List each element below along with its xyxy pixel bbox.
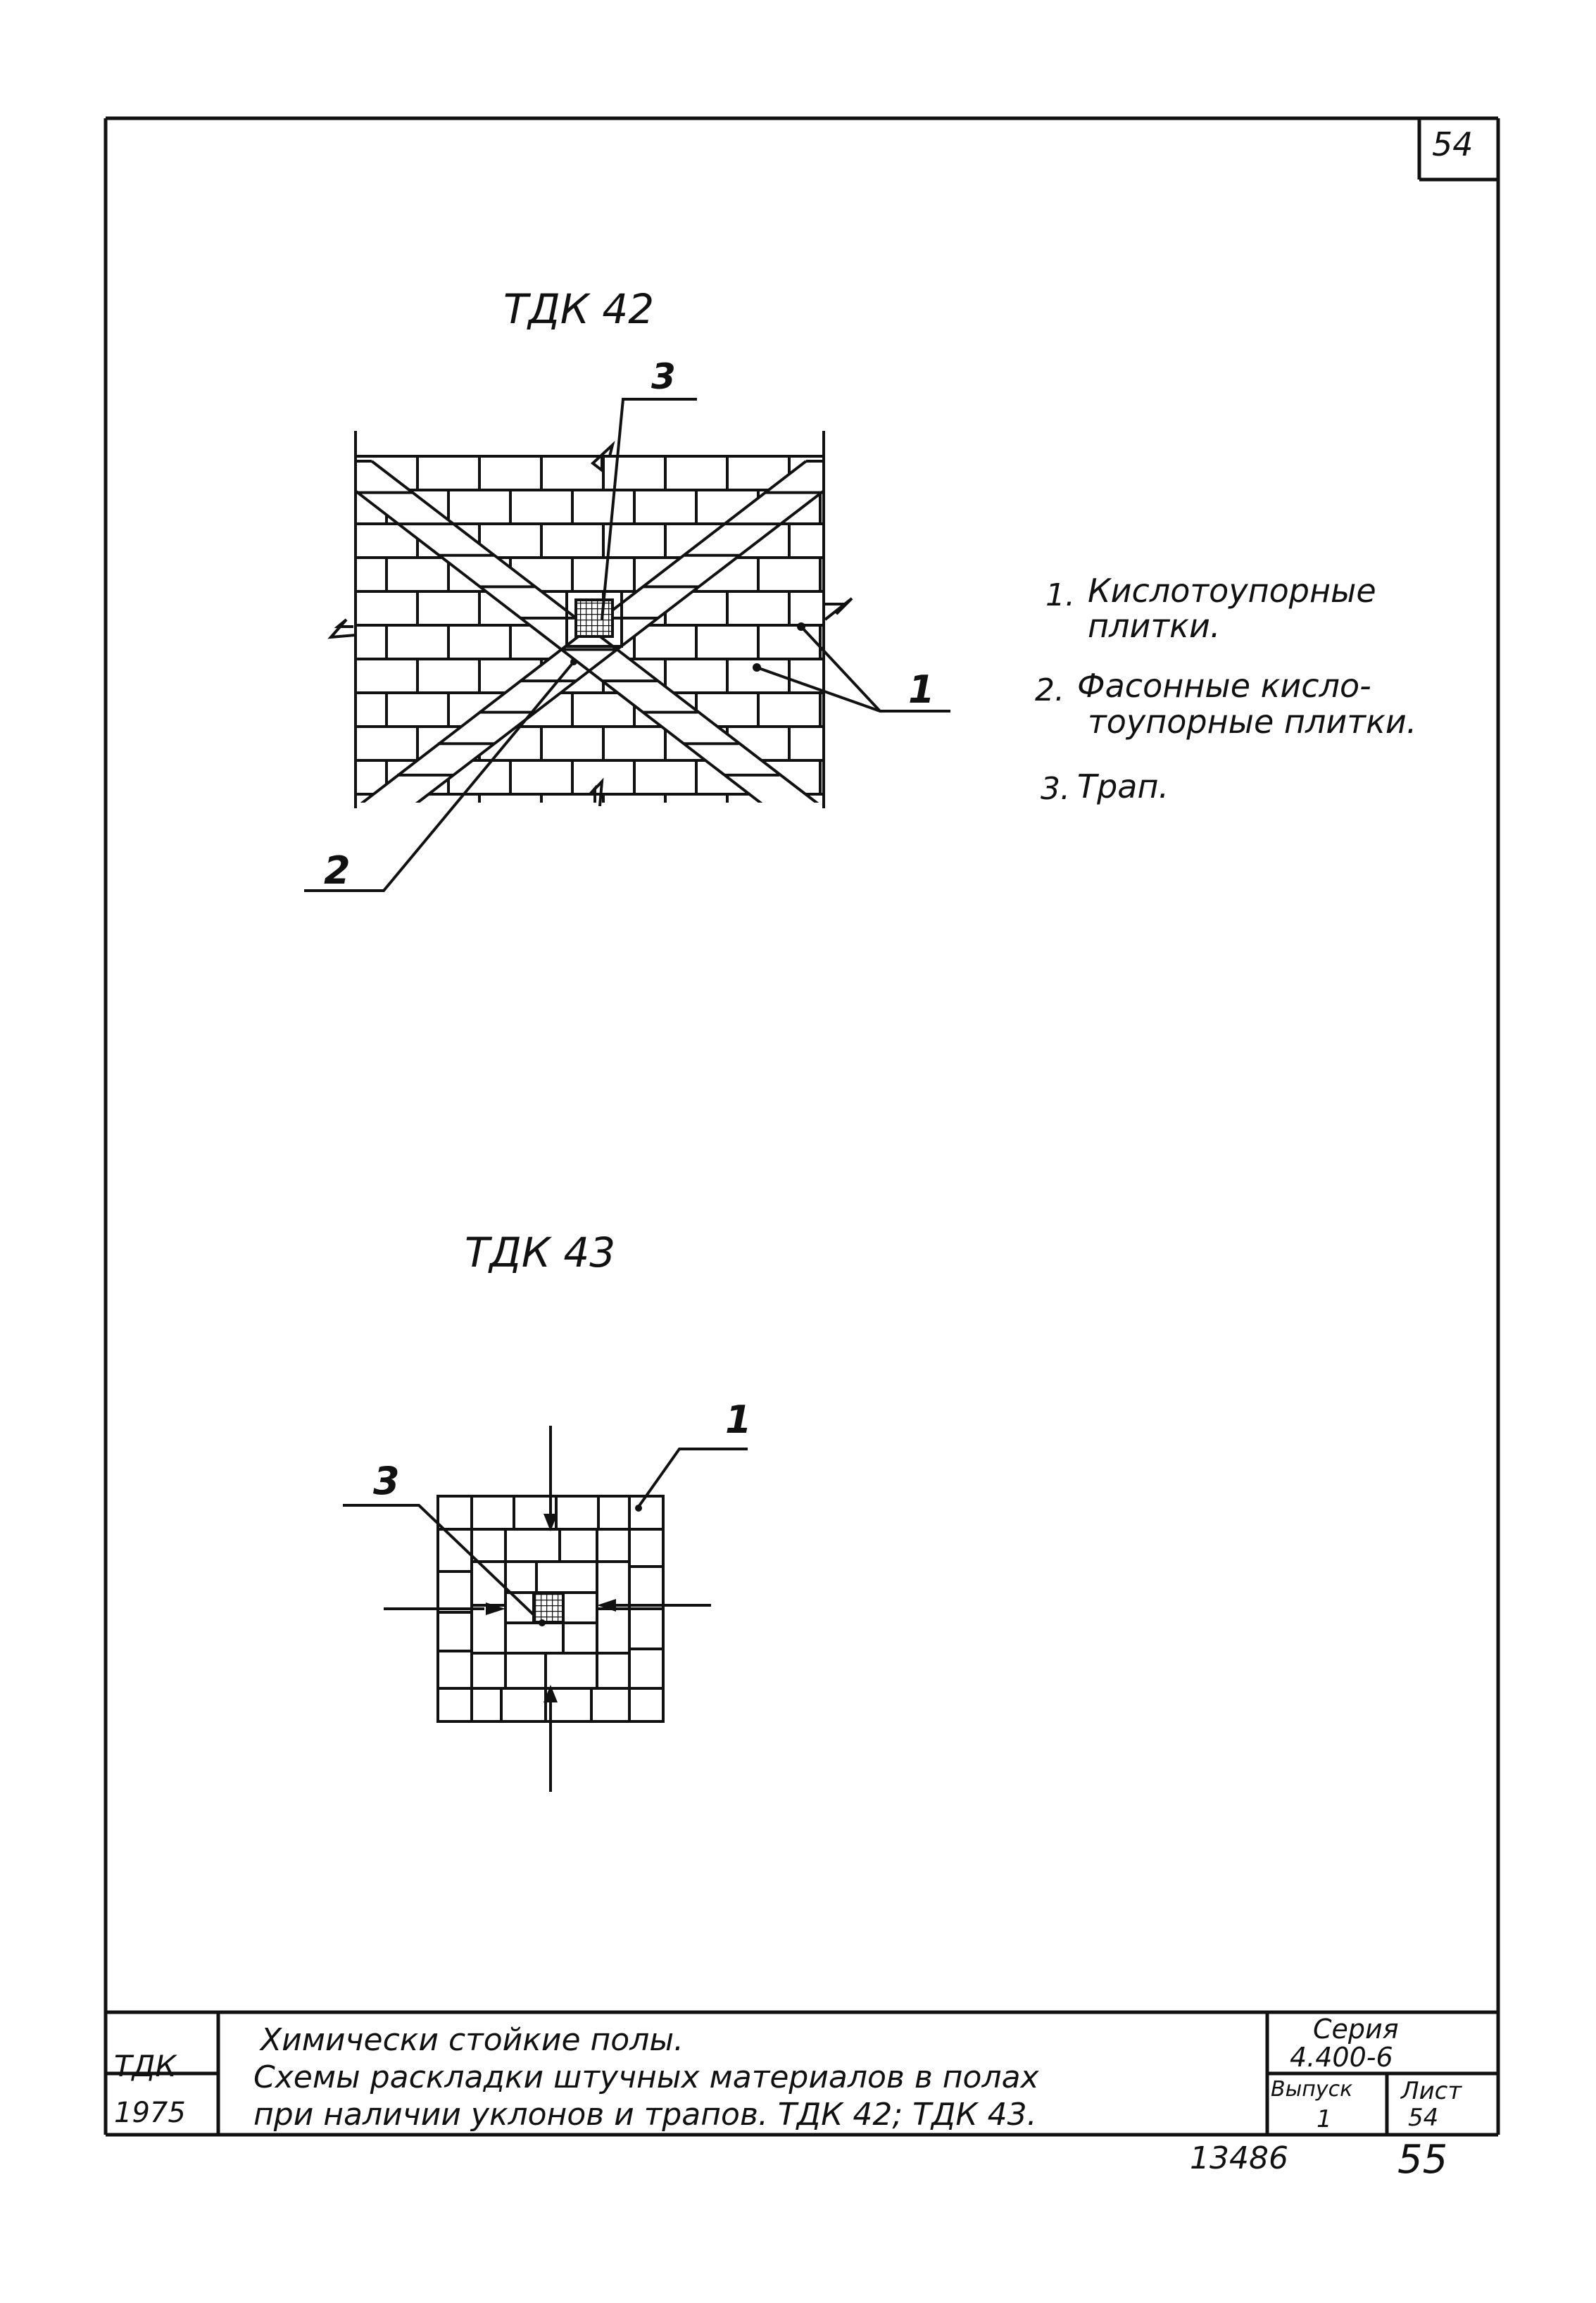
sheet-label: Лист [1401, 2077, 1462, 2105]
legend-item-3-line1: Трап. [1077, 767, 1169, 805]
issue-value: 1 [1317, 2105, 1332, 2133]
page-number: 55 [1397, 2137, 1448, 2183]
archive-number: 13486 [1190, 2140, 1288, 2176]
drain-grate-tdk43 [534, 1593, 563, 1622]
fragment-title-tdk43: ТДК 43 [465, 1229, 616, 1276]
leader-dot [797, 622, 805, 631]
issue-label: Выпуск [1271, 2077, 1353, 2102]
title-block-line3: при наличии уклонов и трапов. ТДК 42; ТДК 43. [253, 2097, 1037, 2133]
callout-1-tdk43: 1 [725, 1398, 752, 1442]
title-block-code: ТДК [114, 2049, 177, 2083]
callout-2-tdk42: 2 [324, 848, 351, 893]
series-label: Серия [1313, 2014, 1399, 2045]
callout-1-tdk42: 1 [908, 667, 935, 712]
leaders-tdk42 [304, 399, 950, 891]
legend-item-1-line1: Кислотоупорные [1088, 572, 1376, 610]
title-block-year: 1975 [114, 2097, 186, 2129]
callout-3-tdk43: 3 [373, 1459, 400, 1503]
fragment-tdk42 [304, 399, 950, 891]
callout-3-tdk42: 3 [651, 356, 676, 397]
legend-item-2-line2: тоупорные плитки. [1088, 703, 1417, 741]
drain-grate-tdk42 [576, 600, 612, 636]
fragment-title-tdk42: ТДК 42 [503, 285, 655, 333]
leader-dot [753, 663, 761, 672]
legend-item-2-number: 2. [1035, 672, 1064, 708]
series-value: 4.400-6 [1290, 2042, 1393, 2073]
sheet-value: 54 [1408, 2104, 1439, 2132]
title-block-line2: Схемы раскладки штучных материалов в полах [253, 2059, 1039, 2095]
leader-dot [570, 658, 577, 665]
legend-item-3-number: 3. [1041, 771, 1070, 807]
legend-item-1-line2: плитки. [1088, 607, 1221, 645]
sheet-frame [106, 118, 1498, 2135]
sheet-number: 54 [1432, 125, 1474, 163]
title-block-line1: Химически стойкие полы. [260, 2022, 684, 2058]
legend-item-2-line1: Фасонные кисло- [1077, 667, 1371, 705]
legend-item-1-number: 1. [1045, 577, 1075, 613]
